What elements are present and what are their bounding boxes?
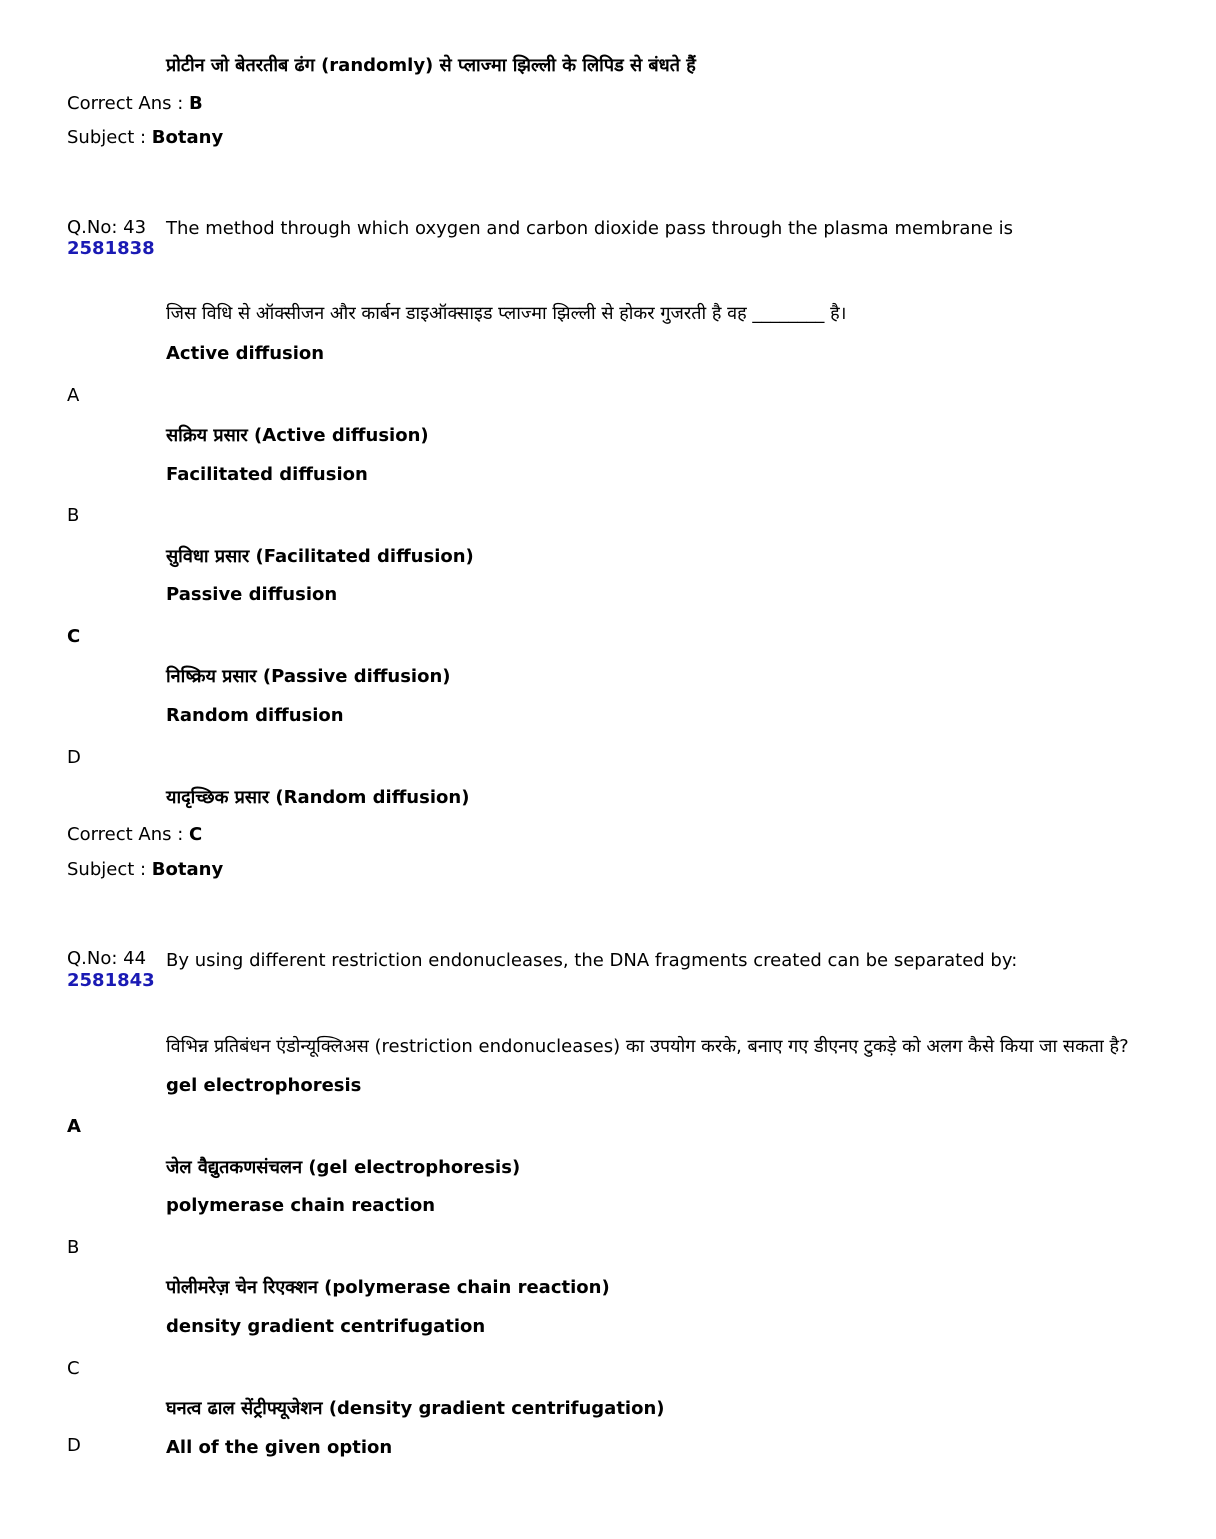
option-d-en: Random diffusion [166,705,344,726]
subject-value: Botany [151,127,224,148]
option-c-en: Passive diffusion [166,584,338,605]
option-a-en: Active diffusion [166,343,325,364]
prev-correct-answer [67,93,203,115]
correct-label: Correct Ans : [67,93,190,114]
option-d-en: All of the given option [166,1437,393,1458]
prev-subject [67,127,223,149]
option-a-letter: A [67,385,80,406]
option-d-letter: D [67,747,81,768]
option-b-en: Facilitated diffusion [166,464,368,485]
option-a-en: gel electrophoresis [166,1075,362,1096]
subject-label: Subject : [67,127,152,148]
subject-value: Botany [151,859,224,880]
option-b-hi: सुविधा प्रसार (Facilitated diffusion) [166,546,474,567]
option-b-hi: पोलीमरेज़ चेन रिएक्शन (polymerase chain reaction) [166,1277,610,1298]
option-d-hi: यादृच्छिक प्रसार (Random diffusion) [166,787,470,808]
option-c-letter-correct: C [67,626,81,647]
option-c-hi: घनत्व ढाल सेंट्रीफ्यूजेशन (density gradient centrifugation) [166,1398,665,1419]
option-c-hi: निष्क्रिय प्रसार (Passive diffusion) [166,666,451,687]
option-b-letter: B [67,1237,80,1258]
question-44-text-en: By using different restriction endonucleases, the DNA fragments created can be separated by: [166,950,1018,971]
option-a-hi: सक्रिय प्रसार (Active diffusion) [166,425,429,446]
option-b-en: polymerase chain reaction [166,1195,436,1216]
question-44-id: 2581843 [67,970,155,991]
option-c-en: density gradient centrifugation [166,1316,486,1337]
question-44-text-hi: विभिन्न प्रतिबंधन एंडोन्यूक्लिअस (restriction endonucleases) का उपयोग करके, बनाए गए डीएनए टुकड़े को अलग कैसे किया जा सकता है? [166,1036,1129,1057]
option-b-letter: B [67,505,80,526]
question-43-number: Q.No: 43 [67,217,147,238]
correct-value: B [189,93,203,114]
question-44-number: Q.No: 44 [67,948,147,969]
option-a-letter-correct: A [67,1116,81,1137]
question-43-id: 2581838 [67,238,155,259]
question-43-text-en: The method through which oxygen and carbon dioxide pass through the plasma membrane is [166,218,1014,239]
option-c-letter: C [67,1358,80,1379]
prev-option-hindi: प्रोटीन जो बेतरतीब ढंग (randomly) से प्लाज्मा झिल्ली के लिपिड से बंधते हैं [166,55,696,76]
correct-label: Correct Ans : [67,824,190,845]
question-43-subject [67,859,223,881]
subject-label: Subject : [67,859,152,880]
option-d-letter: D [67,1435,81,1456]
correct-value: C [189,824,203,845]
question-43-correct-answer [67,824,202,846]
option-a-hi: जेल वैद्युतकणसंचलन (gel electrophoresis) [166,1157,521,1178]
question-43-text-hi: जिस विधि से ऑक्सीजन और कार्बन डाइऑक्साइड प्लाज्मा झिल्ली से होकर गुजरती है वह ________ है। [166,303,847,324]
